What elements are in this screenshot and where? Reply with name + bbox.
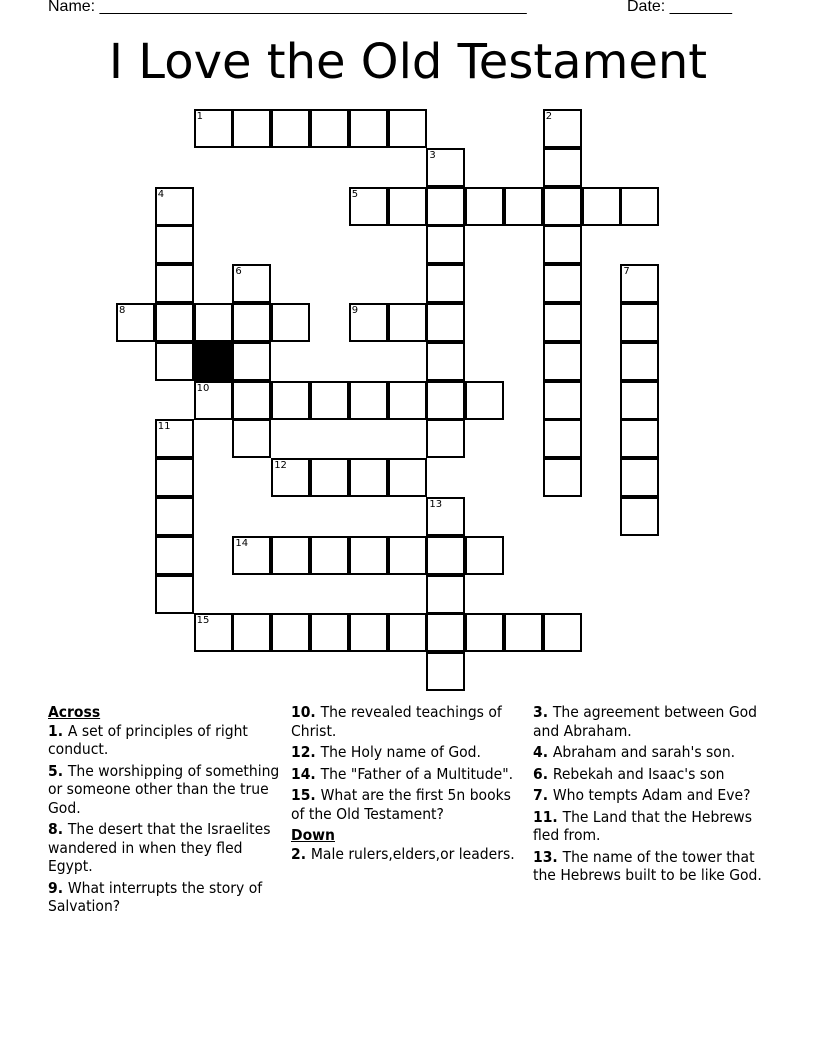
grid-cell[interactable] <box>465 613 504 652</box>
clue-text: The desert that the Israelites wandered in when they fled Egypt. <box>48 820 271 875</box>
clue-number: 8 <box>48 820 58 838</box>
grid-cell[interactable] <box>543 225 582 264</box>
grid-cell[interactable] <box>349 303 388 342</box>
grid-cell[interactable] <box>543 381 582 420</box>
grid-cell[interactable] <box>465 536 504 575</box>
cell-number: 6 <box>235 266 242 278</box>
grid-cell[interactable] <box>543 342 582 381</box>
grid-cell[interactable] <box>194 303 233 342</box>
grid-cell[interactable] <box>349 458 388 497</box>
clue-across-8 <box>48 820 283 876</box>
cell-number: 15 <box>196 615 210 627</box>
grid-cell[interactable] <box>543 458 582 497</box>
grid-cell[interactable] <box>426 225 465 264</box>
grid-cell[interactable] <box>426 613 465 652</box>
grid-cell[interactable] <box>271 381 310 420</box>
grid-cell[interactable] <box>310 109 349 148</box>
clue-down-2 <box>291 845 526 864</box>
cell-number: 12 <box>274 460 287 472</box>
grid-cell[interactable] <box>310 458 349 497</box>
grid-cell[interactable] <box>232 303 271 342</box>
clue-number-dot: . <box>310 743 321 761</box>
grid-cell[interactable] <box>349 187 388 226</box>
cell-number: 14 <box>235 537 249 549</box>
clue-number-dot: . <box>57 878 68 897</box>
grid-cell[interactable] <box>388 536 427 575</box>
grid-cell[interactable] <box>155 264 194 303</box>
grid-cell[interactable] <box>232 381 271 420</box>
grid-cell[interactable] <box>543 187 582 226</box>
grid-cell[interactable] <box>349 381 388 420</box>
down-heading: Down <box>291 826 335 844</box>
black-cell <box>194 342 233 381</box>
grid-cell[interactable] <box>232 109 271 148</box>
clue-down-4 <box>533 743 768 762</box>
grid-cell[interactable] <box>620 419 659 458</box>
grid-cell[interactable] <box>388 458 427 497</box>
grid-cell[interactable] <box>620 342 659 381</box>
clue-number-dot: . <box>310 764 321 783</box>
grid-cell[interactable] <box>388 613 427 652</box>
grid-cell[interactable] <box>426 536 465 575</box>
grid-cell[interactable] <box>465 381 504 420</box>
grid-cell[interactable] <box>155 536 194 575</box>
clue-number-dot: . <box>310 786 321 804</box>
grid-cell[interactable] <box>232 419 271 458</box>
grid-cell[interactable] <box>232 613 271 652</box>
clue-text: Abraham and sarah's son. <box>552 743 736 761</box>
cell-number: 2 <box>545 111 553 122</box>
clue-text: What are the first 5n books of the Old Testament? <box>291 786 511 823</box>
clue-text: The name of the tower that the Hebrews built to be like God. <box>533 847 762 884</box>
clue-number-dot: . <box>310 703 321 721</box>
clue-number: 12 <box>291 743 311 761</box>
clue-down-11 <box>533 808 768 845</box>
grid-cell[interactable] <box>620 187 659 226</box>
grid-cell[interactable] <box>155 419 194 458</box>
grid-cell[interactable] <box>620 458 659 497</box>
grid-cell[interactable] <box>349 109 388 148</box>
grid-cell[interactable] <box>116 303 155 342</box>
clue-number-dot: . <box>542 786 553 804</box>
clue-text: Rebekah and Isaac's son <box>552 764 725 783</box>
clue-text: The Land that the Hebrews fled from. <box>533 807 752 844</box>
grid-cell[interactable] <box>155 303 194 342</box>
cell-number: 7 <box>623 266 630 278</box>
grid-cell[interactable] <box>349 613 388 652</box>
clue-text: The "Father of a Multitude". <box>320 764 514 783</box>
clue-number-dot: . <box>542 743 553 761</box>
clue-number: 10 <box>291 703 311 721</box>
clue-across-1 <box>48 722 283 759</box>
date-field[interactable]: Date: _______ <box>627 0 732 15</box>
clue-text: Male rulers,elders,or leaders. <box>310 844 515 863</box>
page-title: I Love the Old Testament <box>108 34 708 90</box>
grid-cell[interactable] <box>543 419 582 458</box>
grid-cell[interactable] <box>232 264 271 303</box>
clue-number: 13 <box>533 847 553 866</box>
grid-cell[interactable] <box>232 342 271 381</box>
grid-cell[interactable] <box>194 381 233 420</box>
cell-number: 9 <box>351 305 359 316</box>
grid-cell[interactable] <box>349 536 388 575</box>
grid-cell[interactable] <box>426 187 465 226</box>
grid-cell[interactable] <box>426 264 465 303</box>
grid-cell[interactable] <box>155 225 194 264</box>
clue-number: 15 <box>291 786 311 804</box>
clue-text: A set of principles of right conduct. <box>48 721 248 758</box>
name-field[interactable]: Name: ________________________________________________ <box>48 0 527 15</box>
cell-number: 4 <box>157 188 165 200</box>
clues-column-1 <box>48 703 283 919</box>
clue-text: What interrupts the story of Salvation? <box>48 878 263 915</box>
cell-number: 8 <box>119 305 126 316</box>
grid-cell[interactable] <box>271 303 310 342</box>
clue-across-12 <box>291 743 526 762</box>
clue-down-7 <box>533 786 768 805</box>
grid-cell[interactable] <box>271 458 310 497</box>
clue-across-10 <box>291 703 526 740</box>
cell-number: 1 <box>196 111 203 122</box>
grid-cell[interactable] <box>504 187 543 226</box>
clue-number-dot: . <box>542 764 553 783</box>
grid-cell[interactable] <box>271 109 310 148</box>
clue-number: 1 <box>48 721 58 740</box>
grid-cell[interactable] <box>388 381 427 420</box>
clue-number-dot: . <box>552 807 563 826</box>
clue-across-9 <box>48 879 283 916</box>
clues-column-2 <box>291 703 526 866</box>
grid-cell[interactable] <box>465 187 504 226</box>
grid-cell[interactable] <box>155 342 194 381</box>
grid-cell[interactable] <box>426 575 465 614</box>
cell-number: 3 <box>429 149 436 161</box>
grid-cell[interactable] <box>155 497 194 536</box>
clue-across-15 <box>291 786 526 823</box>
clue-number: 14 <box>291 764 311 783</box>
grid-cell[interactable] <box>426 652 465 691</box>
grid-cell[interactable] <box>426 342 465 381</box>
grid-cell[interactable] <box>310 381 349 420</box>
clue-number: 5 <box>48 761 58 780</box>
grid-cell[interactable] <box>194 109 233 148</box>
clue-down-6 <box>533 765 768 784</box>
clue-number: 9 <box>48 878 58 897</box>
grid-cell[interactable] <box>543 303 582 342</box>
grid-cell[interactable] <box>426 303 465 342</box>
cell-number: 11 <box>157 421 171 433</box>
clue-number-dot: . <box>300 844 311 863</box>
grid-cell[interactable] <box>388 109 427 148</box>
grid-cell[interactable] <box>620 497 659 536</box>
grid-cell[interactable] <box>426 148 465 187</box>
grid-cell[interactable] <box>426 497 465 536</box>
grid-cell[interactable] <box>582 187 621 226</box>
grid-cell[interactable] <box>155 187 194 226</box>
clue-text: The Holy name of God. <box>320 743 481 761</box>
grid-cell[interactable] <box>271 613 310 652</box>
grid-cell[interactable] <box>271 536 310 575</box>
grid-cell[interactable] <box>543 264 582 303</box>
grid-cell[interactable] <box>543 148 582 187</box>
grid-cell[interactable] <box>232 536 271 575</box>
clue-number-dot: . <box>542 703 553 721</box>
clue-text: Who tempts Adam and Eve? <box>552 786 751 804</box>
cell-number: 5 <box>351 188 359 200</box>
grid-cell[interactable] <box>155 458 194 497</box>
grid-cell[interactable] <box>620 264 659 303</box>
clue-across-5 <box>48 762 283 818</box>
grid-cell[interactable] <box>426 419 465 458</box>
clues-column-3 <box>533 703 768 888</box>
grid-cell[interactable] <box>194 613 233 652</box>
grid-cell[interactable] <box>620 303 659 342</box>
grid-cell[interactable] <box>620 381 659 420</box>
grid-cell[interactable] <box>426 381 465 420</box>
grid-cell[interactable] <box>155 575 194 614</box>
clue-number: 2 <box>291 844 301 863</box>
grid-cell[interactable] <box>310 536 349 575</box>
cell-number: 13 <box>429 499 443 510</box>
clue-number: 7 <box>533 786 543 804</box>
clue-text: The worshipping of something or someone other than the true God. <box>48 761 280 817</box>
clue-text: The agreement between God and Abraham. <box>533 703 758 740</box>
clue-number: 3 <box>533 703 543 721</box>
grid-cell[interactable] <box>543 613 582 652</box>
clue-number-dot: . <box>57 721 68 740</box>
across-heading: Across <box>48 703 101 721</box>
grid-cell[interactable] <box>310 613 349 652</box>
grid-cell[interactable] <box>543 109 582 148</box>
clue-text: The revealed teachings of Christ. <box>291 703 502 740</box>
clue-down-13 <box>533 848 768 885</box>
grid-cell[interactable] <box>388 303 427 342</box>
clue-number: 4 <box>533 743 543 761</box>
clue-number-dot: . <box>552 847 563 866</box>
grid-cell[interactable] <box>504 613 543 652</box>
clue-number: 6 <box>533 764 543 783</box>
clue-across-14 <box>291 765 526 784</box>
clue-number: 11 <box>533 807 553 826</box>
clue-down-3 <box>533 703 768 740</box>
cell-number: 10 <box>196 382 210 394</box>
clue-number-dot: . <box>57 820 68 838</box>
clue-number-dot: . <box>57 761 68 780</box>
grid-cell[interactable] <box>388 187 427 226</box>
